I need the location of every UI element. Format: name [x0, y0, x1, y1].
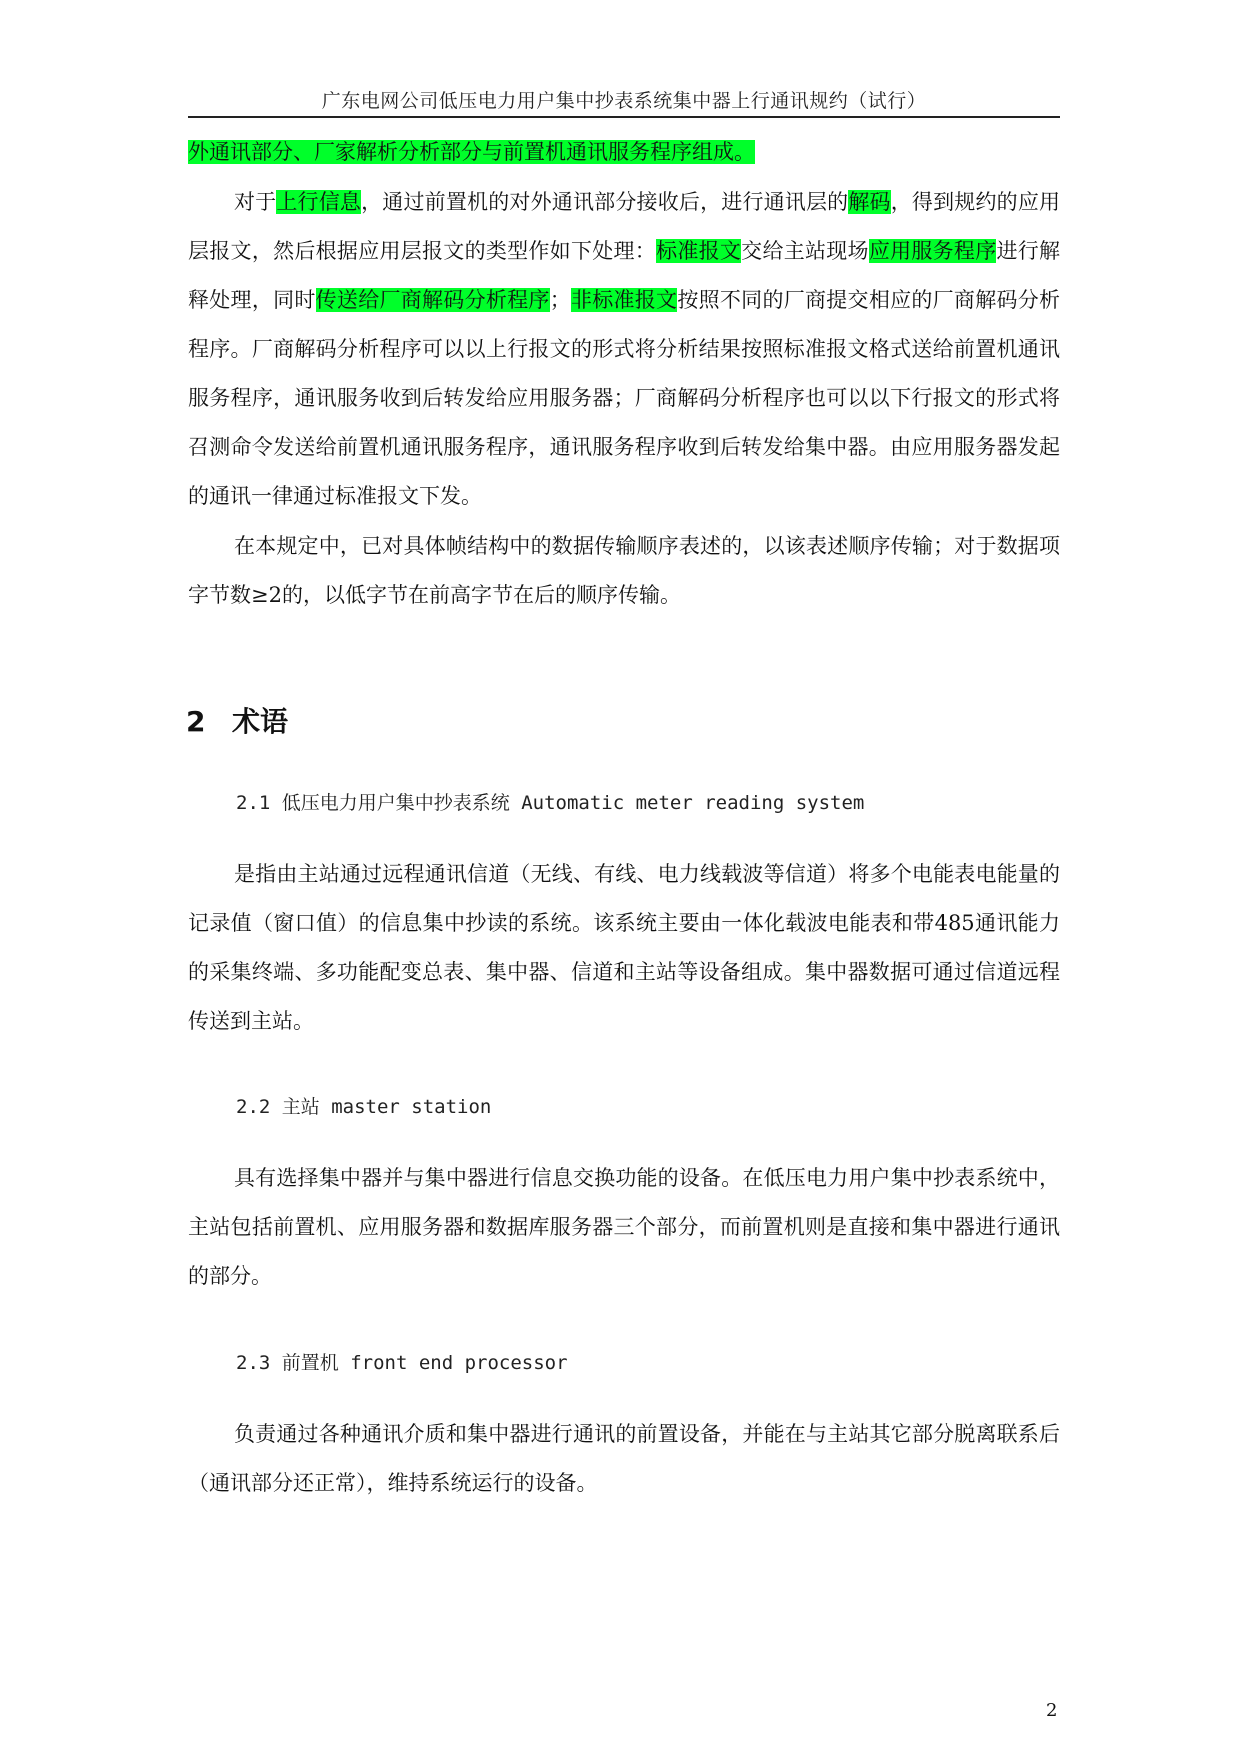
- section-title: 术语: [232, 705, 289, 738]
- highlighted-text: 应用服务程序: [868, 239, 997, 263]
- term-body-2-1: 是指由主站通过远程通讯信道（无线、有线、电力线载波等信道）将多个电能表电能量的记录值（窗口值）的信息集中抄读的系统。该系统主要由一体化载波电能表和带485通讯能力的采集终端、多功能配变总表、集中器、信道和主站等设备组成。集中器数据可通过信道远程传送到主站。: [188, 862, 1060, 1033]
- term-body-2-2: 具有选择集中器并与集中器进行信息交换功能的设备。在低压电力用户集中抄表系统中，主站包括前置机、应用服务器和数据库服务器三个部分，而前置机则是直接和集中器进行通讯的部分。: [188, 1166, 1060, 1288]
- paragraph-upstream-processing: [188, 178, 1060, 521]
- text-run: 进行解释处理，同时: [188, 239, 1061, 312]
- highlighted-text: 上行信息: [276, 190, 362, 214]
- text-run: 交给主站现场: [741, 239, 869, 263]
- text-run: ；: [549, 288, 571, 312]
- text-run: 按照不同的厂商提交相应的厂商解码分析程序。厂商解码分析程序可以以上行报文的形式将分析结果按照标准报文格式送给前置机通讯服务程序，通讯服务收到后转发给应用服务器；厂商解码分析程序也可以以下行报文的形式将召测命令发送给前置机通讯服务程序，通讯服务程序收到后转发给集中器。由应用服务器发起的通讯一律通过标准报文下发。: [188, 288, 1061, 508]
- text-run: ，得到规约的应用层报文，然后根据应用层报文的类型作如下处理：: [188, 190, 1061, 263]
- paragraph-byte-order: 在本规定中，已对具体帧结构中的数据传输顺序表述的，以该表述顺序传输；对于数据项字节数≥2的，以低字节在前高字节在后的顺序传输。: [188, 534, 1060, 607]
- term-heading-2-2: 2.2 主站 master station: [236, 1096, 492, 1118]
- term-heading-2-3: 2.3 前置机 front end processor: [236, 1352, 568, 1374]
- section-heading: [186, 700, 288, 740]
- term-body-2-3: 负责通过各种通讯介质和集中器进行通讯的前置设备，并能在与主站其它部分脱离联系后（通讯部分还正常），维持系统运行的设备。: [188, 1422, 1060, 1495]
- text-run: ，通过前置机的对外通讯部分接收后，进行通讯层的: [361, 190, 849, 214]
- continuation-line: [188, 128, 1060, 177]
- highlighted-text: 标准报文: [656, 239, 742, 263]
- text-run: 对于: [234, 190, 277, 214]
- highlighted-text: 解码: [848, 190, 891, 214]
- term-heading-2-1: 2.1 低压电力用户集中抄表系统 Automatic meter reading system: [236, 792, 865, 814]
- header-rule: [188, 116, 1060, 118]
- highlighted-text: 非标准报文: [570, 288, 678, 312]
- running-header: 广东电网公司低压电力用户集中抄表系统集中器上行通讯规约（试行）: [321, 90, 927, 112]
- highlighted-text: 外通讯部分、厂家解析分析部分与前置机通讯服务程序组成。: [188, 140, 755, 164]
- page-number: 2: [1046, 1700, 1058, 1721]
- section-number: 2: [186, 705, 206, 738]
- highlighted-text: 传送给厂商解码分析程序: [315, 288, 550, 312]
